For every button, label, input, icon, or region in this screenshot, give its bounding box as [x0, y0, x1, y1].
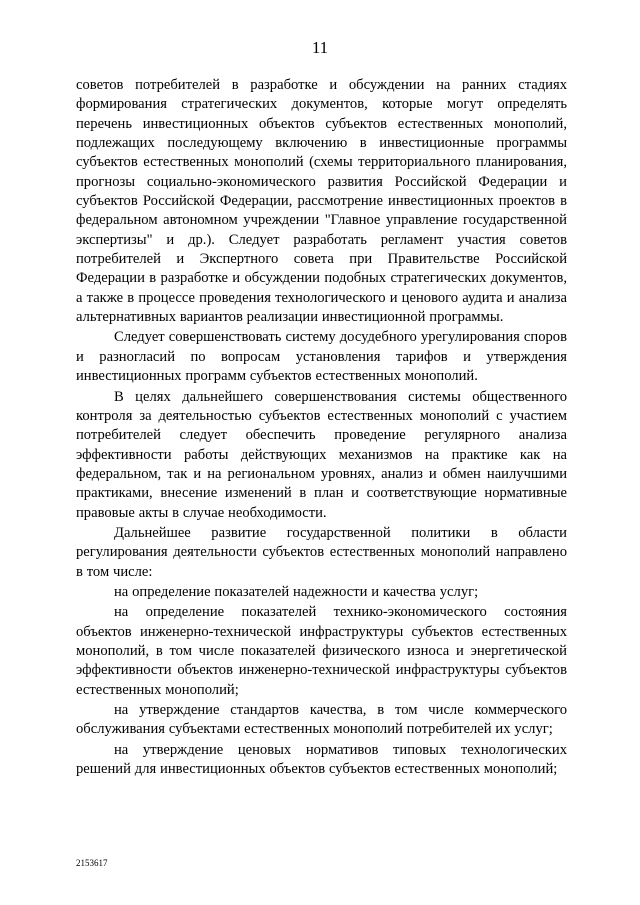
- paragraph-public-control: В целях дальнейшего совершенствования системы общественного контроля за деятельностью субъектов естественных монополий с участием потребителей следует обеспечить проведение регулярного анализа эффективности работы действующих механизмов на практике как на федеральном, так и на региональном уровнях, анализ и обмен наилучшими практиками, внесение изменений в план и соответствующие нормативные правовые акты в случае необходимости.: [76, 388, 567, 521]
- body-text: [76, 76, 567, 780]
- list-item-technical-indicators: на определение показателей технико-экономического состояния объектов инженерно-технической инфраструктуры субъектов естественных монополий, в том числе показателей физического износа и энергетической эффективности объектов инженерно-технической инфраструктуры субъектов естественных монополий;: [76, 604, 567, 698]
- paragraph-continuation: советов потребителей в разработке и обсуждении на ранних стадиях формирования стратегических документов, которые могут определять перечень инвестиционных объектов субъектов естественных монополий, подлежащих последующему включению в инвестиционные программы субъектов естественных монополий (схемы территориального планирования, прогнозы социально-экономического развития Российской Федерации и субъектов Российской Федерации, рассмотрение инвестиционных проектов в федеральном автономном учреждении "Главное управление государственной экспертизы" и др.). Следует разработать регламент участия советов потребителей и Экспертного совета при Правительстве Российской Федерации в разработке и обсуждении подобных стратегических документов, а также в процессе проведения технологического и ценового аудита и анализа альтернативных вариантов реализации инвестиционной программы.: [76, 77, 567, 326]
- list-item-reliability-indicators: на определение показателей надежности и качества услуг;: [114, 583, 479, 600]
- list-item-quality-standards: на утверждение стандартов качества, в том числе коммерческого обслуживания субъектами естественных монополий потребителей их услуг;: [76, 702, 567, 738]
- page-number: 11: [311, 38, 329, 57]
- document-code: 2153617: [76, 858, 108, 868]
- paragraph-policy-development: Дальнейшее развитие государственной политики в области регулирования деятельности субъектов естественных монополий направлено в том числе:: [76, 524, 567, 580]
- list-item-price-norms: на утверждение ценовых нормативов типовых технологических решений для инвестиционных объектов субъектов естественных монополий;: [76, 741, 567, 778]
- paragraph-pretrial-settlement: Следует совершенствовать систему досудебного урегулирования споров и разногласий по вопросам установления тарифов и утверждения инвестиционных программ субъектов естественных монополий.: [76, 329, 567, 385]
